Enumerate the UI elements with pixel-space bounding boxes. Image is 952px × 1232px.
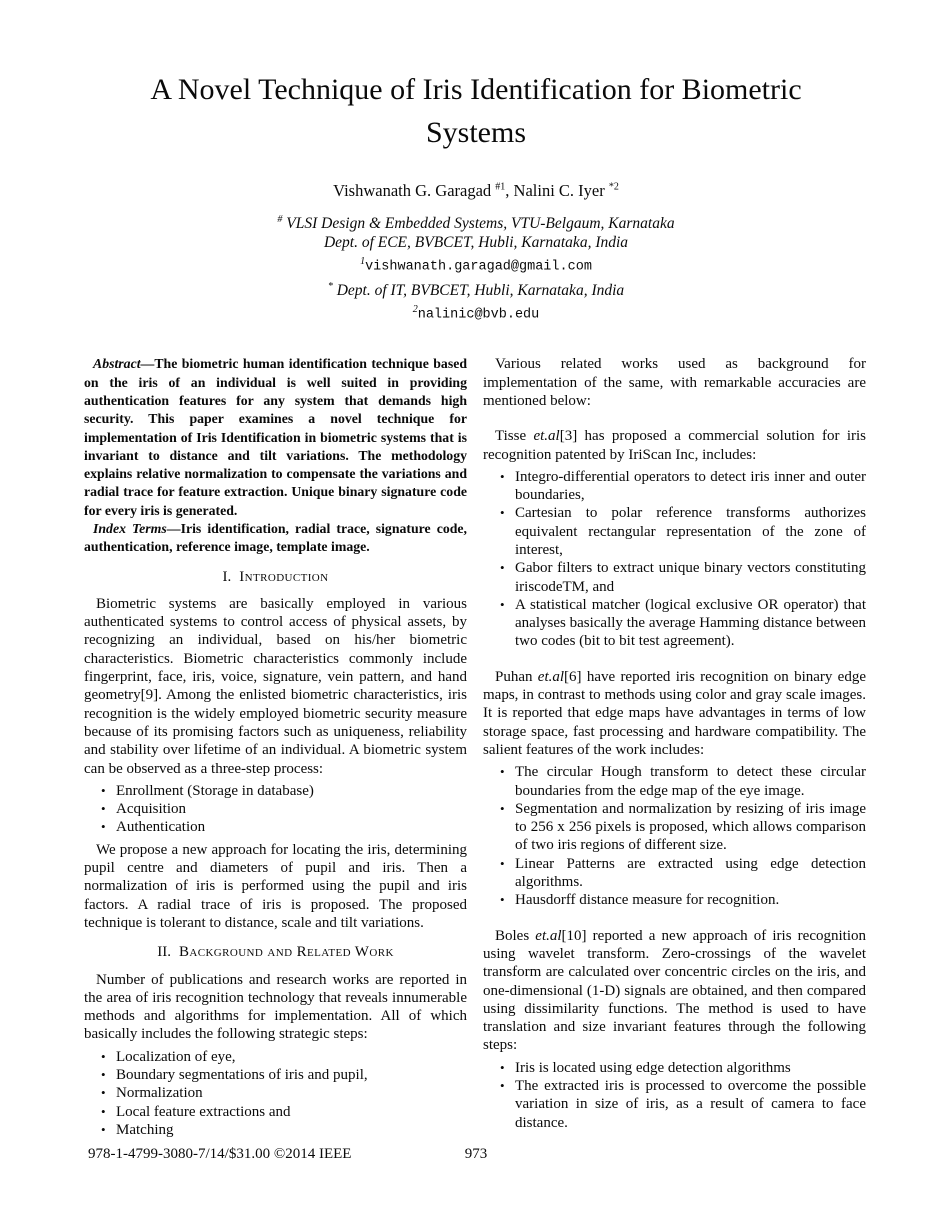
page-number: 973 — [464, 1146, 488, 1162]
author-name-1: Vishwanath G. Garagad — [333, 181, 496, 200]
affiliation-text-1: VLSI Design & Embedded Systems, VTU-Belgaum, Karnataka — [282, 215, 675, 233]
background-bullet-list — [84, 1048, 467, 1139]
intro-bullet-list — [84, 782, 467, 837]
puhan-etal: et.al — [537, 668, 565, 685]
affiliation-block — [0, 210, 952, 324]
email-marker-2: 2 — [412, 303, 418, 315]
tisse-pre: Tisse — [495, 428, 534, 445]
list-item: • Local feature extractions and — [84, 1103, 467, 1121]
section-heading-background — [84, 943, 467, 961]
list-item: • Hausdorff distance measure for recognition. — [483, 891, 866, 909]
list-item: • Segmentation and normalization by resizing of iris image to 256 x 256 pixels is proposed, which allows comparison of two iris regions of different size. — [483, 800, 866, 855]
copyright-notice: 978-1-4799-3080-7/14/$31.00 ©2014 IEEE — [88, 1146, 352, 1162]
list-item: • Linear Patterns are extracted using edge detection algorithms. — [483, 855, 866, 892]
list-item: • A statistical matcher (logical exclusive OR operator) that analyses basically the average Hamming distance between two codes (bit to bit test agreement). — [483, 596, 866, 651]
boles-pre: Boles — [495, 927, 536, 944]
related-works-intro-paragraph: Various related works used as background for implementation of the same, with remarkable accuracies are mentioned below: — [483, 356, 866, 409]
affiliation-line-1 — [0, 210, 952, 233]
list-item: • Integro-differential operators to detect iris inner and outer boundaries, — [483, 468, 866, 505]
list-item: • Normalization — [84, 1084, 467, 1102]
abstract-lead: Abstract — [93, 356, 141, 372]
list-item: • Acquisition — [84, 800, 467, 818]
list-item: • Localization of eye, — [84, 1048, 467, 1066]
boles-post: [10] reported a new approach of iris recognition using wavelet transform. Zero-crossings of the wavelet transform are calculated over concentric circles on the iris, and one-dimensional (1-D) signals are obtained, and then compared using dissimilarity functions. The method is used to have translation and size invariant features through the following steps: — [483, 927, 866, 1054]
boles-etal: et.al — [535, 927, 562, 944]
list-item: • Iris is located using edge detection algorithms — [483, 1059, 866, 1077]
tisse-etal: et.al — [533, 428, 560, 445]
list-item: • Gabor filters to extract unique binary vectors constituting iriscodeTM, and — [483, 559, 866, 596]
author-superscript-2: *2 — [608, 181, 619, 193]
index-terms-text: —Iris identification, radial trace, signature code, authentication, reference image, template image. — [84, 520, 467, 555]
list-item: • Matching — [84, 1121, 467, 1139]
paper-title: A Novel Technique of Iris Identification for Biometric Systems — [150, 73, 802, 149]
boles-paragraph — [483, 927, 866, 1055]
list-item: • Cartesian to polar reference transforms authorizes equivalent rectangular representation of the zone of interest, — [483, 504, 866, 559]
intro-paragraph-2: We propose a new approach for locating the iris, determining pupil centre and diameters of pupil and iris. Then a normalization of iris is performed using the pupil and iris factors. A radial trace of iris is proposed. The proposed technique is tolerant to distance, scale and tilt variations. — [84, 841, 467, 931]
list-item: • The extracted iris is processed to overcome the possible variation in size of iris, as a result of camera to face distance. — [483, 1077, 866, 1132]
left-column — [84, 355, 467, 1143]
index-terms-paragraph — [84, 520, 467, 557]
list-item: • Boundary segmentations of iris and pupil, — [84, 1066, 467, 1084]
intro-paragraph-1: Biometric systems are basically employed in various authenticated systems to control access of physical assets, by recognizing an individual, based on his/her biometric characteristics. Biometric characteristics commonly include fingerprint, face, iris, voice, signature, vein pattern, and hand geometry[9]. Among the enlisted biometric characteristics, iris recognition is the widely employed biometric security measure because of its promising factors such as uniqueness, reliability and stability over lifetime of an individual. A biometric system can be observed as a three-step process: — [84, 595, 467, 777]
affiliation-text-2: Dept. of ECE, BVBCET, Hubli, Karnataka, India — [323, 234, 629, 252]
puhan-paragraph — [483, 668, 866, 759]
puhan-post: [6] have reported iris recognition on binary edge maps, in contrast to methods using color and gray scale images. It is reported that edge maps have advantages in terms of low storage space, fast processing and hardware compatibility. The salient features of the work includes: — [483, 668, 866, 758]
list-item: • Authentication — [84, 818, 467, 836]
section-number: I. — [222, 568, 232, 585]
affiliation-marker-1: # — [277, 214, 283, 225]
tisse-post: [3] has proposed a commercial solution for iris recognition patented by IriScan Inc, includes: — [483, 428, 866, 463]
section-number: II. — [157, 944, 171, 961]
section-title: Background and Related Work — [178, 944, 394, 961]
background-paragraph-1: Number of publications and research works are reported in the area of iris recognition technology that reveals innumerable methods and algorithms for implementation. All of which basically includes the following strategic steps: — [84, 971, 467, 1043]
affiliation-text-3: Dept. of IT, BVBCET, Hubli, Karnataka, India — [332, 281, 625, 299]
list-item: • The circular Hough transform to detect these circular boundaries from the edge map of the eye image. — [483, 763, 866, 800]
abstract-text: —The biometric human identification technique based on the iris of an individual is well suited in providing authentication features for any system that demands high security. This paper examines a novel technique for implementation of Iris Identification in biometric systems that is invariant to distance and tilt variations. The methodology explains relative normalization to compensate the variations and radial trace for feature extraction. Unique binary signature code for every iris is generated. — [84, 356, 467, 518]
abstract-paragraph — [84, 355, 467, 520]
email-text-2: nalinic@bvb.edu — [417, 307, 540, 323]
right-column — [483, 355, 866, 1143]
affiliation-line-2 — [0, 233, 952, 252]
author-superscript-1: #1 — [495, 181, 506, 193]
puhan-pre: Puhan — [495, 668, 538, 685]
puhan-bullet-list — [483, 763, 866, 909]
affiliation-marker-3: * — [327, 280, 333, 292]
author-name-2: , Nalini C. Iyer — [505, 181, 609, 200]
authors-line — [0, 181, 952, 201]
section-title: Introduction — [239, 568, 329, 585]
affiliation-line-3 — [0, 277, 952, 300]
page-footer — [84, 1146, 868, 1166]
email-marker-1: 1 — [360, 256, 366, 268]
two-column-body — [84, 355, 868, 1143]
tisse-bullet-list — [483, 468, 866, 651]
author-email-2 — [0, 300, 952, 325]
email-text-1: vishwanath.garagad@gmail.com — [365, 259, 592, 275]
boles-bullet-list — [483, 1059, 866, 1132]
index-terms-lead: Index Terms — [93, 520, 167, 536]
list-item: • Enrollment (Storage in database) — [84, 782, 467, 800]
tisse-paragraph — [483, 427, 866, 464]
section-heading-introduction — [84, 568, 467, 586]
author-email-1 — [0, 252, 952, 277]
